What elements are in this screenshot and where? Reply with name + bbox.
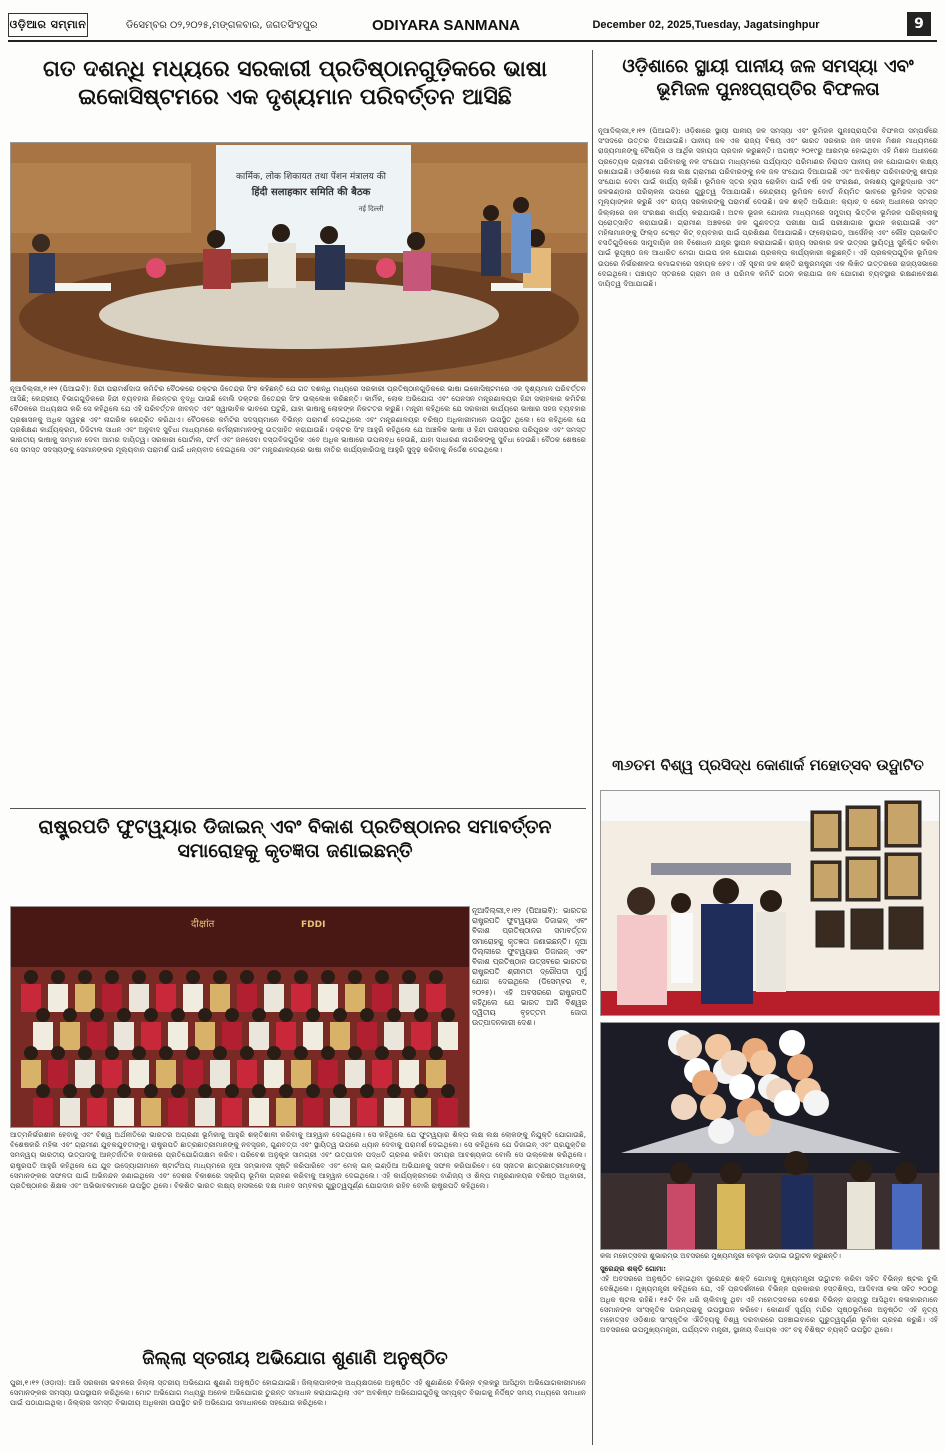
crowd-head xyxy=(36,1008,50,1022)
crowd-body xyxy=(210,984,230,1012)
crowd-head xyxy=(429,1046,443,1060)
crowd-body xyxy=(438,1098,458,1126)
crowd-head xyxy=(132,1046,146,1060)
crowd-body xyxy=(87,1098,107,1126)
crowd-head xyxy=(24,970,38,984)
crowd-body xyxy=(48,984,68,1012)
column-divider xyxy=(592,50,593,1445)
crowd-body xyxy=(291,1060,311,1088)
crowd-head xyxy=(414,1084,428,1098)
crowd-body xyxy=(129,984,149,1012)
fddi-logo: FDDI xyxy=(301,920,326,930)
crowd-head xyxy=(387,1084,401,1098)
crowd-head xyxy=(213,1046,227,1060)
crowd-head xyxy=(375,1046,389,1060)
masthead-date-english: December 02, 2025,Tuesday, Jagatsinghpur xyxy=(592,19,820,31)
crowd-head xyxy=(225,1084,239,1098)
crowd-body xyxy=(264,1060,284,1088)
crowd-body xyxy=(75,1060,95,1088)
crowd-head xyxy=(279,1008,293,1022)
crowd-body xyxy=(372,1060,392,1088)
crowd-body xyxy=(60,1022,80,1050)
crowd-head xyxy=(198,1084,212,1098)
crowd-body xyxy=(399,984,419,1012)
crowd-body xyxy=(222,1098,242,1126)
crowd-head xyxy=(63,1008,77,1022)
crowd-head xyxy=(441,1008,455,1022)
crowd-body xyxy=(372,984,392,1012)
crowd-body xyxy=(426,1060,446,1088)
balloon xyxy=(779,1030,805,1056)
crowd-head xyxy=(375,970,389,984)
story2-body-text: ନୂଆଦିଲ୍ଲୀ,୧।୧୨ (ପିଆଇବି): ଓଡ଼ିଶାରେ ସ୍ଥାୟୀ ପାନୀୟ ଜଳ ସମସ୍ୟା ଏବଂ ଭୂମିଜଳ ପୁନଃପ୍ରାପ୍ତିର ବିଫଳତା ସମ୍ପର୍କରେ ସଂସଦରେ ଉତ୍ତର ଦିଆଯାଇଛି। ପାନୀୟ ଜଳ ଏକ ରାଜ୍ୟ ବିଷୟ ଏବଂ ଭାରତ ସରକାର ଜଳ ଜୀବନ ମିଶନ ମାଧ୍ୟମରେ ରାଜ୍ୟମାନଙ୍କୁ ବୈଷୟିକ ଓ ଆର୍ଥିକ ସହାୟତା ପ୍ରଦାନ କରୁଛନ୍ତି। ଅଗଷ୍ଟ ୨୦୧୯ରୁ ଆରମ୍ଭ ହୋଇଥିବା ଏହି ମିଶନ ଅଧୀନରେ ପ୍ରତ୍ୟେକ ଗ୍ରାମୀଣ ପରିବାରକୁ ନଳ ସଂଯୋଗ ମାଧ୍ୟମରେ ପର୍ଯ୍ୟାପ୍ତ ପରିମାଣର ନିରାପଦ ପାନୀୟ ଜଳ ଯୋଗାଇବା ଲକ୍ଷ୍ୟ ରଖାଯାଇଛି। ଓଡ଼ିଶାରେ ଲକ୍ଷ ଲକ୍ଷ ଗ୍ରାମୀଣ ପରିବାରଙ୍କୁ ନଳ ଜଳ ସଂଯୋଗ ଦିଆଯାଇଛି ଏବଂ ଅବଶିଷ୍ଟ ପରିବାରଙ୍କୁ ଶୀଘ୍ର ସଂଯୋଗ ଦେବା ପାଇଁ କାର୍ଯ୍ୟ ଚାଲିଛି। ଭୂମିଜଳ ସ୍ତର ହ୍ରାସ ରୋକିବା ପାଇଁ ବର୍ଷା ଜଳ ସଂରକ୍ଷଣ, ଜଳାଶୟ ପୁନରୁଦ୍ଧାର ଏବଂ ଜଳଭଣ୍ଡାର ପରିଚାଳନା ଉପରେ ଗୁରୁତ୍ୱ ଦିଆଯାଉଛି। କେନ୍ଦ୍ରୀୟ ଭୂମିଜଳ ବୋର୍ଡ ନିୟମିତ ଭାବରେ ଭୂମିଜଳ ସ୍ତରର ମୂଲ୍ୟାଙ୍କନ କରୁଛି ଏବଂ ରାଜ୍ୟ ସରକାରଙ୍କୁ ପରାମର୍ଶ ଦେଉଛି। ଜଳ ଶକ୍ତି ଅଭିଯାନ: କ୍ୟାଚ୍ ଦ ରେନ୍ ଅଧୀନରେ ସମସ୍ତ ଜିଲ୍ଲାରେ ଜଳ ସଂରକ୍ଷଣ କାର୍ଯ୍ୟ କରାଯାଉଛି। ଅଟଳ ଭୂଜଳ ଯୋଜନା ମାଧ୍ୟମରେ ସମୁଦାୟ ଭିତ୍ତିକ ଭୂମିଜଳ ପରିଚାଳନାକୁ ପ୍ରୋତ୍ସାହିତ କରାଯାଉଛି। ଗ୍ରାମୀଣ ଅଞ୍ଚଳରେ ଜଳ ଗୁଣବତ୍ତା ପରୀକ୍ଷା ପାଇଁ ପରୀକ୍ଷାଗାର ସ୍ଥାପନ କରାଯାଇଛି ଏବଂ ମହିଳାମାନଙ୍କୁ ଫିଲ୍ଡ ଟେଷ୍ଟ କିଟ୍ ବ୍ୟବହାର ପାଇଁ ପ୍ରଶିକ୍ଷଣ ଦିଆଯାଇଛି। ଫ୍ଲୋରାଇଡ୍, ଆର୍ସେନିକ୍ ଏବଂ ଲୌହ ପ୍ରଭାବିତ ବସତିଗୁଡ଼ିକରେ ସାମୁଦାୟିକ ଜଳ ବିଶୋଧନ ଯନ୍ତ୍ର ସ୍ଥାପନ କରାଯାଇଛି। ରାଜ୍ୟ ସରକାର ଜଳ ଉତ୍ସର ସ୍ଥାୟିତ୍ୱ ସୁନିଶ୍ଚିତ କରିବା ପାଇଁ ଭୂପୃଷ୍ଠ ଜଳ ଆଧାରିତ ମେଗା ପାଇପ ଜଳ ଯୋଗାଣ ପ୍ରକଳ୍ପ କାର୍ଯ୍ୟକାରୀ କରୁଛନ୍ତି। ଏହି ପ୍ରକଳ୍ପଗୁଡ଼ିକ ଭୂମିଜଳ ଉପରେ ନିର୍ଭରଶୀଳତା କମାଇବାରେ ସହାୟକ ହେବ। ଏହି ସୂଚନା ଜଳ ଶକ୍ତି ରାଷ୍ଟ୍ରମନ୍ତ୍ରୀ ଏକ ଲିଖିତ ଉତ୍ତରରେ ରାଜ୍ୟସଭାରେ ଦେଇଥିଲେ। ପଞ୍ଚାୟତ ସ୍ତରରେ ଗ୍ରାମ ଜଳ ଓ ପରିମଳ କମିଟି ଗଠନ କରାଯାଇ ଜଳ ଯୋଗାଣ ବ୍ୟବସ୍ଥାର ରକ୍ଷଣାବେକ୍ଷଣ ଦାୟିତ୍ୱ ଦିଆଯାଇଛି। xyxy=(598,126,938,289)
story3-side-text: ନୂଆଦିଲ୍ଲୀ,୧।୧୨ (ପିଆଇବି): ଭାରତର ରାଷ୍ଟ୍ରପତି ଫୁଟୱ୍ୟାର ଡିଜାଇନ୍ ଏବଂ ବିକାଶ ପ୍ରତିଷ୍ଠାନର ସମାବର୍ତ୍ତନ ସମାରୋହକୁ କୃତଜ୍ଞତା ଜଣାଇଛନ୍ତି। ନୂଆ ଦିଲ୍ଲୀରେ ଫୁଟୱ୍ୟାର ଡିଜାଇନ୍ ଏବଂ ବିକାଶ ପ୍ରତିଷ୍ଠାନ ଉତ୍ସବରେ ଭାରତର ରାଷ୍ଟ୍ରପତି ଶ୍ରୀମତୀ ଦ୍ରୌପଦୀ ମୁର୍ମୁ ଯୋଗ ଦେଇଥିଲେ (ଡିସେମ୍ବର ୧, ୨୦୨୫)। ଏହି ଅବସରରେ ରାଷ୍ଟ୍ରପତି କହିଥିଲେ ଯେ ଭାରତ ଆଜି ବିଶ୍ୱର ଦ୍ୱିତୀୟ ବୃହତ୍ତମ ଜୋତା ଉତ୍ପାଦନକାରୀ ଦେଶ। xyxy=(472,906,587,1028)
story5-caption: କଳା ମହୋତ୍ସବର ଶୁଭାରମ୍ଭ ଅବସରରେ ମୁଖ୍ୟମନ୍ତ୍ରୀ ବେଲୁନ ଉଡ଼ାଇ ଉଦ୍ଘାଟନ କରୁଛନ୍ତି। xyxy=(600,1252,841,1260)
crowd-head xyxy=(51,970,65,984)
crowd-head xyxy=(321,1046,335,1060)
crowd-body xyxy=(75,984,95,1012)
balloon xyxy=(774,1090,800,1116)
crowd-head xyxy=(186,970,200,984)
crowd-body xyxy=(303,1022,323,1050)
balloon xyxy=(803,1090,829,1116)
crowd-body xyxy=(399,1060,419,1088)
crowd-body xyxy=(129,1060,149,1088)
crowd-head xyxy=(225,1008,239,1022)
crowd-body xyxy=(102,984,122,1012)
crowd-body xyxy=(21,1060,41,1088)
crowd-head xyxy=(387,1008,401,1022)
convocation-banner-text: दीक्षांत xyxy=(191,919,215,930)
crowd-body xyxy=(141,1098,161,1126)
story2-body xyxy=(598,126,938,746)
crowd-head xyxy=(159,970,173,984)
crowd-head xyxy=(198,1008,212,1022)
story-divider xyxy=(10,808,586,809)
crowd-body xyxy=(291,984,311,1012)
crowd-body xyxy=(411,1022,431,1050)
crowd-body xyxy=(222,1022,242,1050)
crowd-body xyxy=(87,1022,107,1050)
masthead-name: ODIYARA SANMANA xyxy=(371,16,521,34)
crowd-body xyxy=(210,1060,230,1088)
story4-body xyxy=(10,1378,586,1444)
story3-photo xyxy=(10,906,470,1128)
crowd-body xyxy=(426,984,446,1012)
crowd-body xyxy=(33,1098,53,1126)
balloon xyxy=(692,1070,718,1096)
balloon xyxy=(676,1034,702,1060)
crowd-body xyxy=(264,984,284,1012)
crowd-head xyxy=(36,1084,50,1098)
crowd-body xyxy=(345,984,365,1012)
crowd-body xyxy=(276,1098,296,1126)
masthead-date-odia: ଡିସେମ୍ବର ୦୨,୨୦୨୫,ମଙ୍ଗଳବାର, ଜଗତସିଂହପୁର xyxy=(126,19,318,31)
story5-headline: ୩୬ତମ ବିଶ୍ୱ ପ୍ରସିଦ୍ଧ କୋଣାର୍କ ମହୋତ୍ସବ ଉଦ୍ଘାଟିତ xyxy=(612,756,924,774)
crowd-head xyxy=(78,1046,92,1060)
crowd-head xyxy=(348,970,362,984)
balloon xyxy=(745,1110,771,1136)
crowd-head xyxy=(105,970,119,984)
crowd-body xyxy=(60,1098,80,1126)
crowd-body xyxy=(384,1022,404,1050)
story2-headline: ଓଡ଼ିଶାରେ ସ୍ଥାୟୀ ପାନୀୟ ଜଳ ସମସ୍ୟା ଏବଂ ଭୂମିଜଳ ପୁନଃପ୍ରାପ୍ତିର ବିଫଳତା xyxy=(622,56,914,100)
crowd-head xyxy=(360,1008,374,1022)
balloon xyxy=(700,1094,726,1120)
story3-body-text: ଆତ୍ମନିର୍ଭରଶୀଳ ହେବାକୁ ଏବଂ ବିଶ୍ୱ ଅର୍ଥନୀତିରେ ଭାରତର ଅଗ୍ରଣୀ ଭୂମିକାକୁ ଆହୁରି ଶକ୍ତିଶାଳୀ କରିବାକୁ ଆହ୍ୱାନ ଦେଇଥିଲେ। ସେ କହିଥିଲେ ଯେ ଫୁଟୱ୍ୟାର ଶିଳ୍ପ ଲକ୍ଷ ଲକ୍ଷ ଲୋକଙ୍କୁ ନିଯୁକ୍ତି ଯୋଗାଉଛି, ବିଶେଷକରି ମହିଳା ଏବଂ ଗ୍ରାମୀଣ ଯୁବକଯୁବତୀଙ୍କୁ। ରାଷ୍ଟ୍ରପତି ଛାତ୍ରଛାତ୍ରୀମାନଙ୍କୁ ନବସୃଜନ, ଗୁଣବତ୍ତା ଏବଂ ସ୍ଥାୟିତ୍ୱ ଉପରେ ଧ୍ୟାନ ଦେବାକୁ ପରାମର୍ଶ ଦେଇଥିଲେ। ସେ କହିଥିଲେ ଯେ ଡିଜାଇନ୍ ଏବଂ ପ୍ରଯୁକ୍ତିର ସମନ୍ୱୟ ଭାରତୀୟ ଉତ୍ପାଦକୁ ଆନ୍ତର୍ଜାତିକ ବଜାରରେ ପ୍ରତିଯୋଗିତାକ୍ଷମ କରିବ। ପରିବେଶ ଅନୁକୂଳ ସାମଗ୍ରୀ ଏବଂ ଉତ୍ପାଦନ ପଦ୍ଧତି ଗ୍ରହଣ କରିବା ସମୟର ଆବଶ୍ୟକତା ବୋଲି ସେ ଉଲ୍ଲେଖ କରିଥିଲେ। ରାଷ୍ଟ୍ରପତି ଆହୁରି କହିଥିଲେ ଯେ ଯୁବ ଉଦ୍ୟୋଗୀମାନେ ଷ୍ଟାର୍ଟଅପ୍ ମାଧ୍ୟମରେ ନୂଆ ସମ୍ଭାବନା ସୃଷ୍ଟି କରିପାରିବେ ଏବଂ ମେକ୍ ଇନ୍ ଇଣ୍ଡିଆ ଅଭିଯାନକୁ ସଫଳ କରିପାରିବେ। ସେ ସ୍ନାତକ ଛାତ୍ରଛାତ୍ରୀମାନଙ୍କୁ ସେମାନଙ୍କର ସଫଳତା ପାଇଁ ଅଭିନନ୍ଦନ ଜଣାଇଥିଲେ ଏବଂ ଦେଶର ବିକାଶରେ ସକ୍ରିୟ ଭୂମିକା ଗ୍ରହଣ କରିବାକୁ ଆହ୍ୱାନ ଦେଇଥିଲେ। ଏହି କାର୍ଯ୍ୟକ୍ରମରେ ବାଣିଜ୍ୟ ଓ ଶିଳ୍ପ ମନ୍ତ୍ରଣାଳୟର ବରିଷ୍ଠ ଅଧିକାରୀ, ପ୍ରତିଷ୍ଠାନର ଶିକ୍ଷକ ଏବଂ ଅଭିଭାବକମାନେ ଉପସ୍ଥିତ ଥିଲେ। ବିକଶିତ ଭାରତ ଲକ୍ଷ୍ୟ ହାସଲରେ ଦକ୍ଷ ମାନବ ସମ୍ବଳର ଗୁରୁତ୍ୱପୂର୍ଣ୍ଣ ଯୋଗଦାନ ରହିବ ବୋଲି ରାଷ୍ଟ୍ରପତି କହିଥିଲେ। xyxy=(10,1130,586,1191)
crowd-head xyxy=(51,1046,65,1060)
crowd-head xyxy=(117,1008,131,1022)
story3-headline: ରାଷ୍ଟ୍ରପତି ଫୁଟୱ୍ୟାର ଡିଜାଇନ୍ ଏବଂ ବିକାଶ ପ୍ରତିଷ୍ଠାନର ସମାବର୍ତ୍ତନ ସମାରୋହକୁ କୃତଜ୍ଞତା ଜଣାଇଛନ୍ତି xyxy=(38,816,552,862)
crowd-head xyxy=(240,1046,254,1060)
crowd-head xyxy=(348,1046,362,1060)
crowd-body xyxy=(156,1060,176,1088)
crowd-body xyxy=(168,1022,188,1050)
banner-line-3: नई दिल्ली xyxy=(358,205,384,213)
crowd-body xyxy=(249,1098,269,1126)
crowd-body xyxy=(411,1098,431,1126)
crowd-body xyxy=(114,1098,134,1126)
crowd-body xyxy=(276,1022,296,1050)
story1-body xyxy=(10,384,586,804)
crowd-head xyxy=(402,1046,416,1060)
crowd-head xyxy=(321,970,335,984)
story4-body-text: ପୁରୀ,୧।୧୨ (ଓଡ଼ାସ): ଆଜି ସରକାରୀ ଭବନରେ ଜିଲ୍ଲା ସ୍ତରୀୟ ଅଭିଯୋଗ ଶୁଣାଣି ଅନୁଷ୍ଠିତ ହୋଇଯାଇଛି। ଜିଲ୍ଲାପାଳଙ୍କ ଅଧ୍ୟକ୍ଷତାରେ ଅନୁଷ୍ଠିତ ଏହି ଶୁଣାଣିରେ ବିଭିନ୍ନ ବ୍ଲକରୁ ଆସିଥିବା ଅଭିଯୋଗକାରୀମାନେ ସେମାନଙ୍କର ସମସ୍ୟା ଉପସ୍ଥାପନ କରିଥିଲେ। ମୋଟ ଅଭିଯୋଗ ମଧ୍ୟରୁ ଅନେକ ଅଭିଯୋଗର ତୁରନ୍ତ ସମାଧାନ କରାଯାଇଥିଲା ଏବଂ ଅବଶିଷ୍ଟ ଅଭିଯୋଗଗୁଡ଼ିକୁ ସମ୍ପୃକ୍ତ ବିଭାଗକୁ ନିର୍ଦ୍ଦିଷ୍ଟ ସମୟ ମଧ୍ୟରେ ସମାଧାନ ପାଇଁ ପଠାଯାଇଥିଲା। ଜିଲ୍ଲାର ସମସ୍ତ ବିଭାଗୀୟ ଅଧିକାରୀ ଉପସ୍ଥିତ ରହି ଅଭିଯୋଗ ସମାଧାନରେ ସହଯୋଗ କରିଥିଲେ। xyxy=(10,1378,586,1408)
balloon xyxy=(708,1118,734,1144)
crowd-body xyxy=(330,1022,350,1050)
crowd-head xyxy=(267,1046,281,1060)
crowd-body xyxy=(318,1060,338,1088)
crowd-head xyxy=(171,1008,185,1022)
story4-headline: ଜିଲ୍ଲା ସ୍ତରୀୟ ଅଭିଯୋଗ ଶୁଣାଣି ଅନୁଷ୍ଠିତ xyxy=(142,1348,448,1369)
crowd-head xyxy=(306,1008,320,1022)
crowd-body xyxy=(48,1060,68,1088)
crowd-head xyxy=(429,970,443,984)
crowd-head xyxy=(279,1084,293,1098)
crowd-head xyxy=(159,1046,173,1060)
crowd-body xyxy=(438,1022,458,1050)
crowd-body xyxy=(183,1060,203,1088)
crowd-head xyxy=(333,1008,347,1022)
crowd-head xyxy=(63,1084,77,1098)
crowd-body xyxy=(21,984,41,1012)
crowd-head xyxy=(306,1084,320,1098)
crowd-head xyxy=(24,1046,38,1060)
crowd-body xyxy=(156,984,176,1012)
crowd-head xyxy=(144,1008,158,1022)
crowd-head xyxy=(333,1084,347,1098)
balloon xyxy=(671,1094,697,1120)
crowd-head xyxy=(144,1084,158,1098)
story5-body xyxy=(600,1264,938,1444)
crowd-head xyxy=(414,1008,428,1022)
crowd-head xyxy=(252,1008,266,1022)
story3-side-body xyxy=(472,906,587,1126)
story3-body xyxy=(10,1130,586,1340)
crowd-body xyxy=(168,1098,188,1126)
crowd-body xyxy=(357,1098,377,1126)
story5-photo-exhibition xyxy=(600,790,940,1016)
balloon xyxy=(750,1050,776,1076)
crowd-body xyxy=(384,1098,404,1126)
crowd-body xyxy=(345,1060,365,1088)
crowd-head xyxy=(402,970,416,984)
crowd-head xyxy=(294,1046,308,1060)
balloon xyxy=(721,1050,747,1076)
newspaper-logo: ଓଡ଼ିଆର ସମ୍ମାନ xyxy=(8,13,88,37)
crowd-head xyxy=(105,1046,119,1060)
crowd-body xyxy=(330,1098,350,1126)
crowd-head xyxy=(171,1084,185,1098)
crowd-body xyxy=(249,1022,269,1050)
crowd-body xyxy=(33,1022,53,1050)
crowd-head xyxy=(267,970,281,984)
crowd-body xyxy=(195,1098,215,1126)
crowd-head xyxy=(117,1084,131,1098)
crowd-head xyxy=(186,1046,200,1060)
crowd-body xyxy=(183,984,203,1012)
crowd-head xyxy=(441,1084,455,1098)
crowd-body xyxy=(318,984,338,1012)
crowd-head xyxy=(360,1084,374,1098)
story1-photo xyxy=(10,142,588,382)
story5-subhead: ସୁରେନ୍ଦ୍ର ଶକ୍ତି ଗୋମା: xyxy=(600,1264,667,1273)
balloon xyxy=(787,1054,813,1080)
masthead xyxy=(8,10,937,42)
banner-line-1: कार्मिक, लोक शिकायत तथा पेंशन मंत्रालय की xyxy=(236,172,386,182)
crowd-head xyxy=(240,970,254,984)
crowd-head xyxy=(252,1084,266,1098)
crowd-body xyxy=(195,1022,215,1050)
crowd-body xyxy=(114,1022,134,1050)
page-number: 9 xyxy=(907,12,931,36)
crowd-head xyxy=(213,970,227,984)
crowd-body xyxy=(102,1060,122,1088)
crowd-head xyxy=(90,1008,104,1022)
crowd-body xyxy=(357,1022,377,1050)
crowd-head xyxy=(132,970,146,984)
story5-photo-balloons xyxy=(600,1022,940,1250)
crowd-head xyxy=(78,970,92,984)
crowd-head xyxy=(294,970,308,984)
banner-line-2: हिंदी सलाहकार समिति की बैठक xyxy=(251,187,371,198)
crowd-body xyxy=(141,1022,161,1050)
crowd-head xyxy=(90,1084,104,1098)
story1-headline: ଗତ ଦଶନ୍ଧି ମଧ୍ୟରେ ସରକାରୀ ପ୍ରତିଷ୍ଠାନଗୁଡ଼ିକରେ ଭାଷା ଇକୋସିଷ୍ଟମରେ ଏକ ଦୃଶ୍ୟମାନ ପରିବର୍ତ୍ତନ ଆସିଛି xyxy=(42,57,548,110)
crowd-body xyxy=(237,1060,257,1088)
crowd-body xyxy=(303,1098,323,1126)
crowd-body xyxy=(237,984,257,1012)
story5-body-text: ଏହି ଅବସରରେ ଅନୁଷ୍ଠିତ ହୋଇଥିବା ସୁରେନ୍ଦ୍ର ଶକ୍ତି ଗୋମାକୁ ମୁଖ୍ୟମନ୍ତ୍ରୀ ଉଦ୍ଘାଟନ କରିବା ସହିତ ବିଭିନ୍ନ ଷ୍ଟଲ ବୁଲି ଦେଖିଥିଲେ। ମୁଖ୍ୟମନ୍ତ୍ରୀ କହିଥିଲେ ଯେ, ଏହି ପ୍ରଦର୍ଶନୀରେ ବିଭିନ୍ନ ପ୍ରକାରର ହସ୍ତଶିଳ୍ପ, ଆଦିବାସୀ କଳା ସହିତ ୨୦୦ରୁ ଅଧିକ ଷ୍ଟଲ ରହିଛି। ୧୫ଟି ଦିନ ଧରି ଚାଲିବାକୁ ଥିବା ଏହି ମହୋତ୍ସବରେ ଦେଶର ବିଭିନ୍ନ ରାଜ୍ୟରୁ ଆସିଥିବା କଳାକାରମାନେ ସେମାନଙ୍କ ସାଂସ୍କୃତିକ ପରମ୍ପରାକୁ ଉପସ୍ଥାପନ କରିବେ। କୋଣାର୍କ ସୂର୍ଯ୍ୟ ମନ୍ଦିର ପୃଷ୍ଠଭୂମିରେ ଅନୁଷ୍ଠିତ ଏହି ନୃତ୍ୟ ମହୋତ୍ସବ ଓଡ଼ିଶାର ସାଂସ୍କୃତିକ ଐତିହ୍ୟକୁ ବିଶ୍ୱ ଦରବାରରେ ପହଞ୍ଚାଇବାରେ ଗୁରୁତ୍ୱପୂର୍ଣ୍ଣ ଭୂମିକା ଗ୍ରହଣ କରୁଛି। ଏହି ଅବସରରେ ଉପମୁଖ୍ୟମନ୍ତ୍ରୀ, ପର୍ଯ୍ୟଟନ ମନ୍ତ୍ରୀ, ସ୍ଥାନୀୟ ବିଧାୟକ ଏବଂ ବହୁ ବିଶିଷ୍ଟ ବ୍ୟକ୍ତି ଉପସ୍ଥିତ ଥିଲେ। xyxy=(600,1274,938,1335)
story1-body-text: ନୂଆଦିଲ୍ଲୀ,୧।୧୨ (ପିଆଇବି): ହିନ୍ଦୀ ପରାମର୍ଶଦାତା କମିଟିର ବୈଠକରେ ଡକ୍ଟର ଜିତେନ୍ଦ୍ର ସିଂହ କହିଛନ୍ତି ଯେ ଗତ ଦଶନ୍ଧି ମଧ୍ୟରେ ସରକାରୀ ପ୍ରତିଷ୍ଠାନଗୁଡ଼ିକରେ ଭାଷା ଇକୋସିଷ୍ଟମରେ ଏକ ଦୃଶ୍ୟମାନ ପରିବର୍ତ୍ତନ ଆସିଛି; କେନ୍ଦ୍ରୀୟ ବିଭାଗଗୁଡ଼ିକରେ ହିନ୍ଦୀ ବ୍ୟବହାର ନିରନ୍ତର ବୃଦ୍ଧି ପାଉଛି ବୋଲି ଡକ୍ଟର ଜିତେନ୍ଦ୍ର ସିଂହ ଉଲ୍ଲେଖ କରିଛନ୍ତି। କାର୍ମିକ, ଲୋକ ଅଭିଯୋଗ ଏବଂ ପେନସନ ମନ୍ତ୍ରଣାଳୟର ହିନ୍ଦୀ ସଲାହକାର କମିଟିର ବୈଠକରେ ଅଧ୍ୟକ୍ଷତା କରି ସେ କହିଥିଲେ ଯେ ଏହି ପରିବର୍ତ୍ତନ ଜୀବନ୍ତ ଏବଂ ସ୍ୱାଭାବିକ ଭାବରେ ଘଟୁଛି, ଯାହା ଭାଷାକୁ ଲୋକଙ୍କ ନିକଟତର କରୁଛି। ମନ୍ତ୍ରୀ କହିଥିଲେ ଯେ ସରକାରୀ କାର୍ଯ୍ୟରେ ଭାଷାର ସହଜ ବ୍ୟବହାର ପ୍ରଶାସନକୁ ଅଧିକ ସ୍ୱଚ୍ଛ ଏବଂ ନାଗରିକ କେନ୍ଦ୍ରିତ କରିଥାଏ। ବୈଠକରେ କମିଟିର ସଦସ୍ୟମାନେ ବିଭିନ୍ନ ପରାମର୍ଶ ଦେଇଥିଲେ ଏବଂ ମନ୍ତ୍ରଣାଳୟର ବରିଷ୍ଠ ଅଧିକାରୀମାନେ ଉପସ୍ଥିତ ଥିଲେ। ସେ କହିଥିଲେ ଯେ ପ୍ରଶିକ୍ଷଣ କାର୍ଯ୍ୟକ୍ରମ, ଡିଜିଟାଲ ସାଧନ ଏବଂ ଅନୁବାଦ ସୁବିଧା ମାଧ୍ୟମରେ କର୍ମଚାରୀମାନଙ୍କୁ ଉତ୍ସାହିତ କରାଯାଉଛି। ଡକ୍ଟର ସିଂହ ଆହୁରି କହିଥିଲେ ଯେ ଆଞ୍ଚଳିକ ଭାଷା ଓ ହିନ୍ଦୀ ପରସ୍ପରର ପରିପୂରକ ଏବଂ ସମସ୍ତ ଭାରତୀୟ ଭାଷାକୁ ସମ୍ମାନ ଦେବା ଆମର ଦାୟିତ୍ୱ। ସରକାରୀ ପୋର୍ଟାଲ, ଫର୍ମ ଏବଂ ଜନସେବା ଦସ୍ତାବିଜଗୁଡ଼ିକ ଏବେ ଅଧିକ ଭାଷାରେ ଉପଲବ୍ଧ ହେଉଛି, ଯାହା ସାଧାରଣ ନାଗରିକଙ୍କୁ ସୁବିଧା ଦେଉଛି। ବୈଠକ ଶେଷରେ ସେ ସମସ୍ତ ସଦସ୍ୟଙ୍କୁ ସେମାନଙ୍କର ମୂଲ୍ୟବାନ ପରାମର୍ଶ ପାଇଁ ଧନ୍ୟବାଦ ଦେଇଥିଲେ ଏବଂ ମନ୍ତ୍ରଣାଳୟରେ ଭାଷା ନୀତିର କାର୍ଯ୍ୟକାରିତାକୁ ଆହୁରି ସୁଦୃଢ଼ କରିବାକୁ ନିର୍ଦ୍ଦେଶ ଦେଇଥିଲେ। xyxy=(10,384,586,455)
balloon xyxy=(729,1074,755,1100)
